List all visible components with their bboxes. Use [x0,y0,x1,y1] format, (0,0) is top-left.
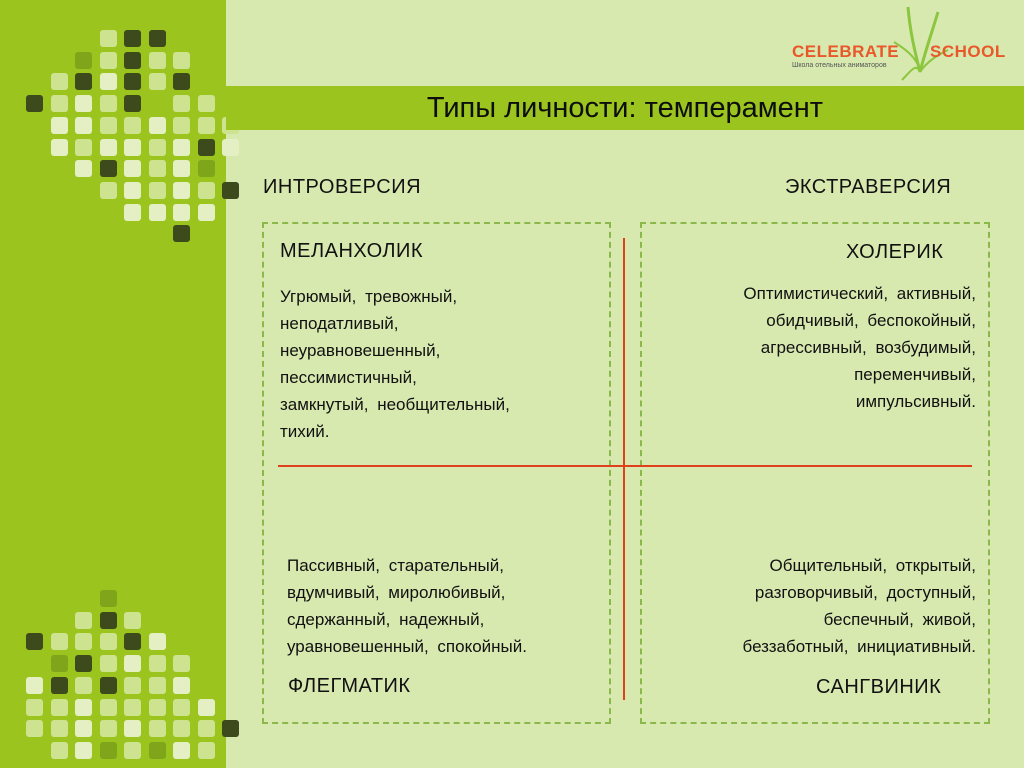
decorative-square [26,633,43,650]
decorative-square [26,699,43,716]
description-line: пессимистичный, [280,368,417,387]
decorative-square [100,655,117,672]
decorative-square [100,720,117,737]
decorative-square [75,117,92,134]
logo-word-celebrate: CELEBRATE [792,42,900,61]
decorative-square [26,720,43,737]
decorative-square [100,95,117,112]
decorative-square [149,30,166,47]
decorative-square [124,699,141,716]
decorative-square [75,633,92,650]
decorative-square [75,655,92,672]
decorative-square [75,95,92,112]
decorative-square [124,73,141,90]
description-line: тихий. [280,422,330,441]
description-line: неуравновешенный, [280,341,441,360]
decorative-square [51,95,68,112]
decorative-square [173,677,190,694]
description-line: уравновешенный, спокойный. [287,637,527,656]
decorative-square [173,52,190,69]
vertical-axis-line [623,238,625,700]
description-line: Оптимистический, активный, [743,284,976,303]
description-line: Пассивный, старательный, [287,556,504,575]
page-title: Типы личности: темперамент [426,92,824,124]
decorative-square [75,612,92,629]
decorative-square [149,720,166,737]
decorative-square [222,139,239,156]
decorative-square [198,95,215,112]
decorative-square [173,139,190,156]
decorative-square [51,655,68,672]
description-line: обидчивый, беспокойный, [766,311,976,330]
logo-word-school: SCHOOL [930,42,1006,61]
decorative-square [100,73,117,90]
decorative-square [198,204,215,221]
decorative-square [75,73,92,90]
decorative-square [124,742,141,759]
decorative-square [173,117,190,134]
description-line: вдумчивый, миролюбивый, [287,583,506,602]
decorative-square [124,160,141,177]
decorative-square [124,720,141,737]
description-melancholic [280,283,510,445]
decorative-square [100,160,117,177]
decorative-square [100,742,117,759]
decorative-square [149,677,166,694]
type-name-melancholic: МЕЛАНХОЛИК [280,240,424,262]
decorative-square [198,160,215,177]
decorative-square [149,655,166,672]
type-name-choleric: ХОЛЕРИК [846,241,944,263]
decorative-square [100,52,117,69]
decorative-square [222,720,239,737]
decorative-square [100,590,117,607]
decorative-square [222,182,239,199]
description-line: беззаботный, инициативный. [742,637,976,656]
description-line: разговорчивый, доступный, [754,583,976,602]
description-line: Общительный, открытый, [769,556,976,575]
decorative-square [75,139,92,156]
decorative-square [51,742,68,759]
description-sanguine [660,552,976,660]
decorative-square [173,204,190,221]
description-choleric [660,280,976,415]
type-name-sanguine: САНГВИНИК [816,676,942,698]
decorative-square [124,633,141,650]
decorative-square [124,204,141,221]
horizontal-axis-line [278,465,972,467]
decorative-square [51,720,68,737]
decorative-square [149,633,166,650]
decorative-square [100,30,117,47]
decorative-square [51,633,68,650]
decorative-square [124,677,141,694]
type-name-phlegmatic: ФЛЕГМАТИК [288,675,411,697]
logo-subtitle: Школа отельных аниматоров [792,62,887,69]
decorative-square [124,182,141,199]
decorative-square [75,677,92,694]
decorative-square [100,139,117,156]
decorative-square [149,117,166,134]
description-line: агрессивный, возбудимый, [760,338,976,357]
left-decorative-band [0,0,226,768]
decorative-square [75,720,92,737]
decorative-square [198,117,215,134]
decorative-square [173,73,190,90]
decorative-square [100,117,117,134]
description-line: сдержанный, надежный, [287,610,485,629]
decorative-square [173,182,190,199]
axis-label-extraversion: ЭКСТРАВЕРСИЯ [785,176,952,198]
description-phlegmatic [287,552,527,660]
decorative-square [198,699,215,716]
decorative-square [51,699,68,716]
axis-label-introversion: ИНТРОВЕРСИЯ [263,176,422,198]
decorative-square [51,677,68,694]
decorative-square [100,677,117,694]
decorative-square [149,204,166,221]
decorative-square [149,699,166,716]
decorative-square [75,160,92,177]
decorative-square [100,612,117,629]
description-line: неподатливый, [280,314,399,333]
decorative-square [124,95,141,112]
description-line: замкнутый, необщительный, [280,395,510,414]
decorative-square [173,225,190,242]
decorative-square [26,95,43,112]
decorative-square [26,677,43,694]
decorative-square [149,742,166,759]
decorative-square [173,160,190,177]
decorative-square [149,160,166,177]
decorative-square [198,139,215,156]
decorative-square [124,52,141,69]
description-line: Угрюмый, тревожный, [280,287,458,306]
decorative-square [124,139,141,156]
decorative-square [75,52,92,69]
description-line: беспечный, живой, [823,610,976,629]
decorative-square [51,139,68,156]
decorative-square [100,182,117,199]
decorative-square [149,139,166,156]
decorative-square [149,73,166,90]
decorative-square [124,117,141,134]
decorative-square [100,699,117,716]
celebrate-school-logo [790,40,1010,80]
decorative-square [149,52,166,69]
decorative-square [173,699,190,716]
decorative-square [75,742,92,759]
decorative-square [198,742,215,759]
decorative-square [149,182,166,199]
description-line: импульсивный. [855,392,976,411]
decorative-square [173,95,190,112]
decorative-square [198,720,215,737]
decorative-square [124,655,141,672]
decorative-square [173,655,190,672]
decorative-square [198,182,215,199]
decorative-square [173,742,190,759]
decorative-square [51,73,68,90]
decorative-square [173,720,190,737]
description-line: переменчивый, [854,365,976,384]
decorative-square [124,30,141,47]
decorative-square [51,117,68,134]
decorative-square [100,633,117,650]
decorative-square [75,699,92,716]
decorative-square [124,612,141,629]
